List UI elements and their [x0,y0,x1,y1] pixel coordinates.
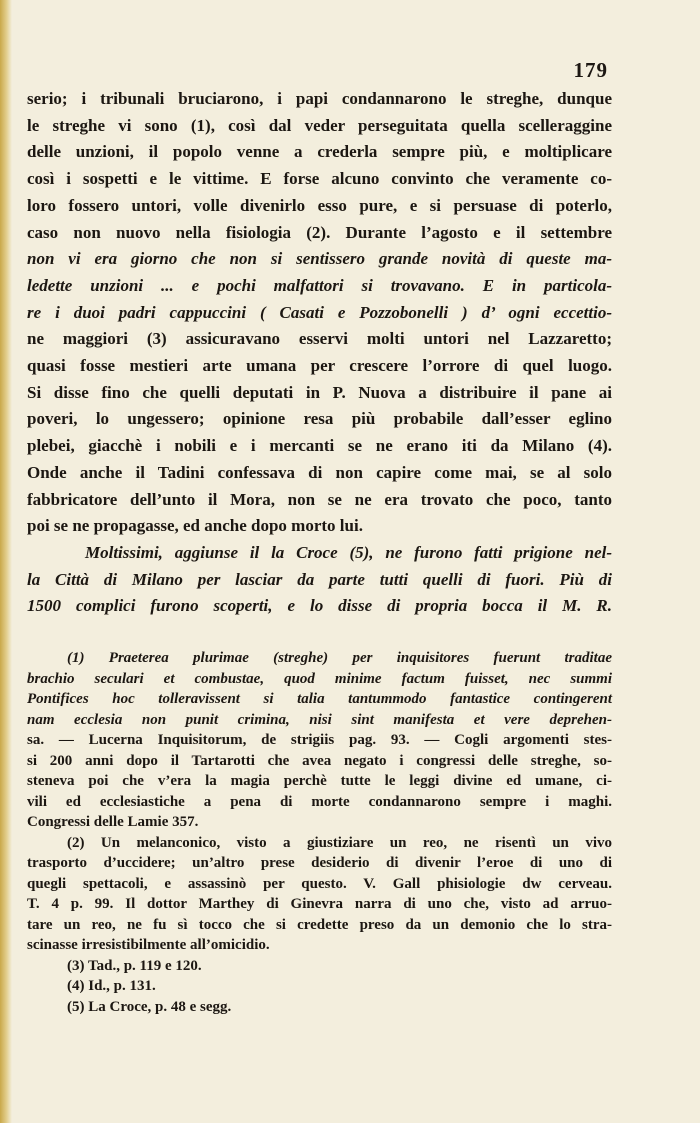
footnote-line: scinasse irresistibilmente all’omicidio. [27,937,270,953]
text-line: ne maggiori (3) assicuravano esservi molti untori nel Lazzaretto; [27,329,612,349]
footnotes [27,648,612,1017]
text-line: così i sospetti e le vittime. E forse alcuno convinto che veramente co- [27,169,612,189]
footnote-line: (5) La Croce, p. 48 e segg. [67,998,232,1015]
text-line: plebei, giacchè i nobili e i mercanti se ne erano iti da Milano (4). [27,436,612,456]
footnote-line: brachio seculari et combustae, quod minime factum fuisset, nec summi [27,670,612,687]
text-line: quasi fosse mestieri arte umana per crescere l’orrore di quel luogo. [27,356,612,376]
text-line: non vi era giorno che non si sentissero grande novità di queste ma- [27,249,612,269]
footnote-line: si 200 anni dopo il Tartarotti che avea negato i congressi delle streghe, so- [27,752,612,769]
text-line: Moltissimi, aggiunse il la Croce (5), ne furono fatti prigione nel- [85,542,612,562]
footnote-line: quegli spettacoli, e assassinò per questo. V. Gall phisiologie dw cerveau. [27,875,612,892]
footnote-line: sa. — Lucerna Inquisitorum, de strigiis pag. 93. — Cogli argomenti stes- [27,732,612,748]
text-line: Si disse fino che quelli deputati in P. Nuova a distribuire il pane ai [27,382,612,402]
text-line: caso non nuovo nella fisiologia (2). Durante l’agosto e il settembre [27,222,612,242]
footnote-line: Pontifices hoc tolleravissent si talia tantummodo fantastice contingerent [27,691,612,707]
footnote-line: Congressi delle Lamie 357. [27,814,199,830]
footnote-line: trasporto d’uccidere; un’altro prese desiderio di divenir l’eroe di uno di [27,855,612,871]
footnote-line: nam ecclesia non punit crimina, nisi sint manifesta et vere deprehen- [27,711,612,728]
footnote-line: (1) Praeterea plurimae (streghe) per inquisitores fuerunt traditae [67,650,612,666]
text-line: loro fossero untori, volle divenirlo esso pure, e si persuase di poterlo, [27,195,612,215]
footnote-line: T. 4 p. 99. Il dottor Marthey di Ginevra narra di uno che, visto ad arruo- [27,896,612,912]
text-line: delle unzioni, il popolo venne a crederla sempre più, e moltiplicare [27,142,612,162]
text-line: fabbricatore dell’unto il Mora, non se ne era trovato che poco, tanto [27,489,612,509]
text-line: le streghe vi sono (1), così dal veder perseguitata quella scelleraggine [27,115,612,135]
text-line: poveri, lo ungessero; opinione resa più probabile dall’esser eglino [27,409,612,429]
book-spine-edge [0,0,12,1123]
text-line: poi se ne propagasse, ed anche dopo morto lui. [27,516,363,536]
text-line: re i duoi padri cappuccini ( Casati e Pozzobonelli ) d’ ogni eccettio- [27,302,612,322]
footnote-line: vili ed ecclesiastiche a pena di morte condannarono sempre i maghi. [27,793,612,810]
text-line: ledette unzioni ... e pochi malfattori si trovavano. E in particola- [27,275,612,295]
footnote-line: tare un reo, ne fu sì tocco che si credette preso da un demonio che lo stra- [27,916,612,933]
footnote-line: (2) Un melanconico, visto a giustiziare un reo, ne risentì un vivo [67,834,612,851]
main-text [27,86,612,620]
text-line: Onde anche il Tadini confessava di non capire come mai, se al solo [27,462,612,482]
footnote-line: (4) Id., p. 131. [67,978,156,994]
footnote-line: steneva poi che v’era la magia perchè tutte le leggi divine ed umane, ci- [27,773,612,789]
text-line: serio; i tribunali bruciarono, i papi condannarono le streghe, dunque [27,89,612,108]
footnote-line: (3) Tad., p. 119 e 120. [67,957,202,974]
page-number: 179 [573,58,608,82]
text-line: 1500 complici furono scoperti, e lo disse di propria bocca il M. R. [27,596,612,616]
text-line: la Città di Milano per lasciar da parte tutti quelli di fuori. Più di [27,569,612,589]
